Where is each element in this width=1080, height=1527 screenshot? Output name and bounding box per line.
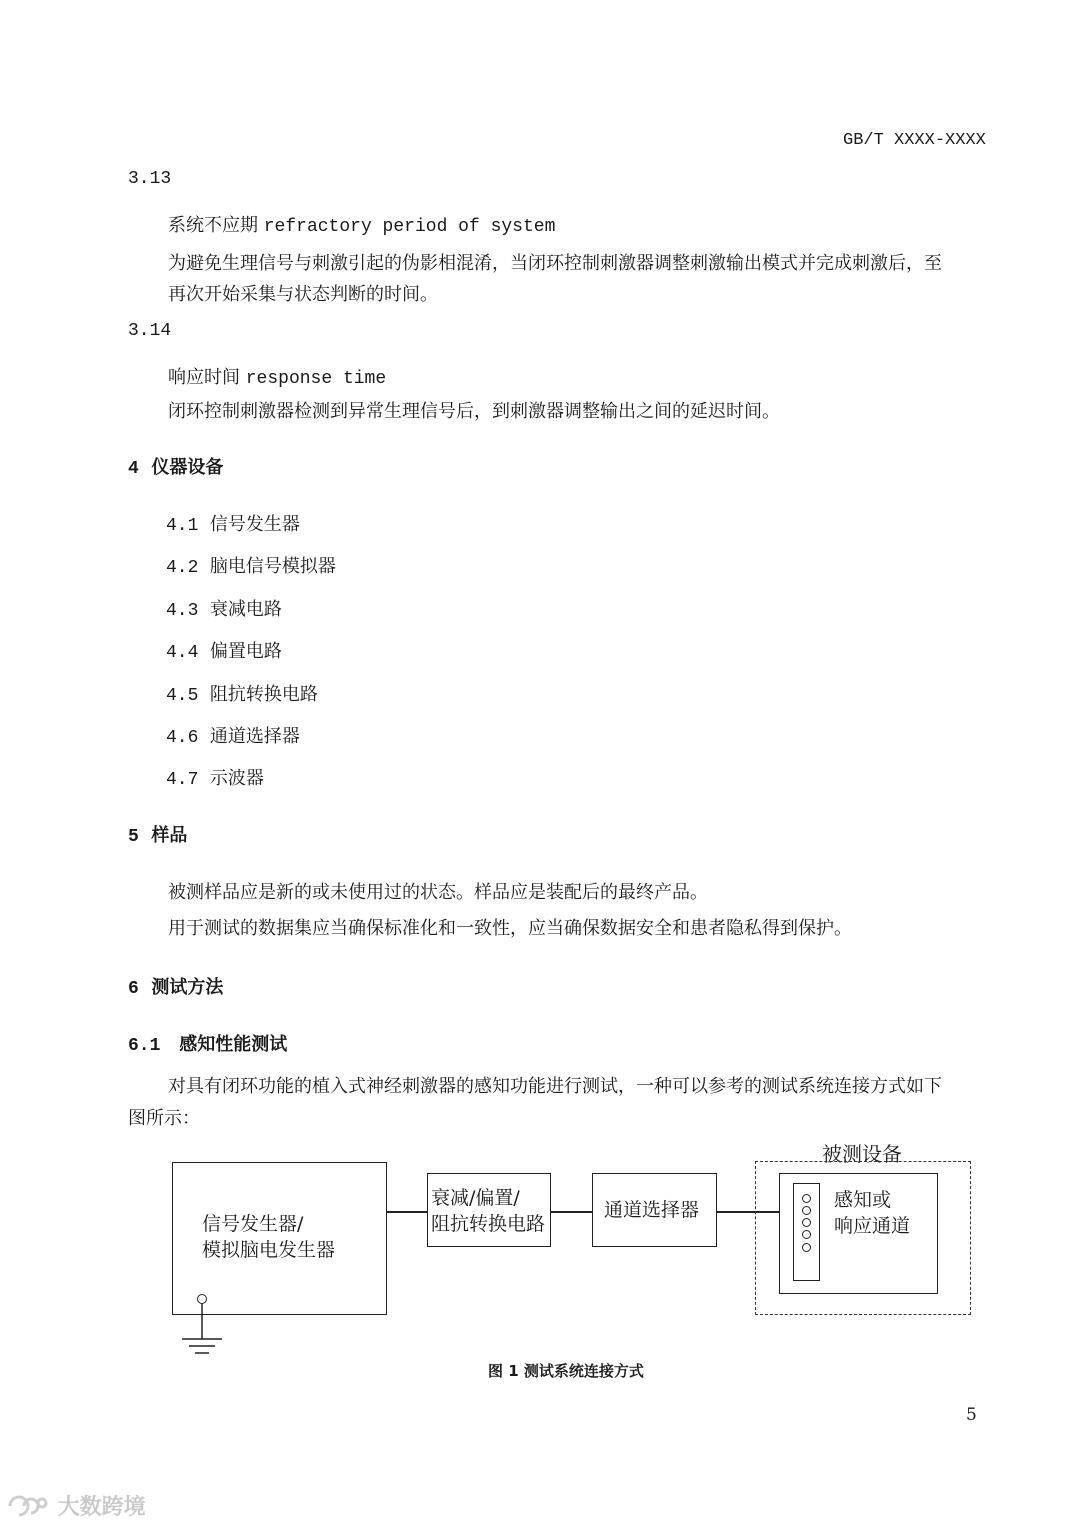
electrode-contact xyxy=(802,1230,811,1239)
connector-line xyxy=(386,1211,428,1213)
list-item xyxy=(166,595,282,621)
clause-number: 3.13 xyxy=(128,169,172,189)
subsection-heading xyxy=(128,1030,287,1056)
item-label: 脑电信号模拟器 xyxy=(209,556,336,577)
section-heading xyxy=(128,821,187,847)
list-item xyxy=(166,680,318,706)
electrode-contact xyxy=(802,1243,811,1252)
section-number: 5 xyxy=(128,827,139,847)
list-item xyxy=(166,552,336,578)
section-title: 仪器设备 xyxy=(151,457,224,478)
list-item xyxy=(166,764,264,790)
item-label: 偏置电路 xyxy=(209,641,282,662)
section-heading xyxy=(128,973,223,999)
paragraph: 用于测试的数据集应当确保标准化和一致性，应当确保数据安全和患者隐私得到保护。 xyxy=(168,918,852,939)
doc-code: GB/T XXXX-XXXX xyxy=(843,131,986,150)
watermark xyxy=(6,1490,146,1521)
section-number: 4 xyxy=(128,459,139,479)
list-item xyxy=(166,722,300,748)
item-label: 信号发生器 xyxy=(209,514,300,535)
item-label: 通道选择器 xyxy=(209,726,300,747)
attenuation-circuit-label: 衰减/偏置/ 阻抗转换电路 xyxy=(431,1187,546,1235)
term-heading xyxy=(168,363,386,389)
watermark-logo-icon xyxy=(6,1493,50,1519)
dut-label: 被测设备 xyxy=(822,1142,902,1166)
item-number: 4.5 xyxy=(166,686,199,706)
paragraph: 被测样品应是新的或未使用过的状态。样品应是装配后的最终产品。 xyxy=(168,882,708,903)
item-number: 4.3 xyxy=(166,601,199,621)
page-number: 5 xyxy=(966,1405,977,1425)
subsection-title: 感知性能测试 xyxy=(179,1034,288,1055)
sensing-channel-label: 感知或 响应通道 xyxy=(834,1189,911,1237)
item-number: 4.4 xyxy=(166,643,199,663)
definition-text: 闭环控制刺激器检测到异常生理信号后，到刺激器调整输出之间的延迟时间。 xyxy=(168,401,780,422)
list-item xyxy=(166,637,282,663)
item-number: 4.6 xyxy=(166,728,199,748)
term-zh: 响应时间 xyxy=(168,367,240,388)
item-number: 4.7 xyxy=(166,770,199,790)
item-label: 衰减电路 xyxy=(209,599,282,620)
item-label: 示波器 xyxy=(209,768,264,789)
section-title: 测试方法 xyxy=(151,977,224,998)
item-number: 4.2 xyxy=(166,558,199,578)
term-heading xyxy=(168,211,555,237)
watermark-text: 大数跨境 xyxy=(57,1495,146,1520)
electrode-contact xyxy=(802,1194,811,1203)
electrode-contact xyxy=(802,1218,811,1227)
section-number: 6 xyxy=(128,979,139,999)
ground-icon xyxy=(180,1303,224,1359)
term-en: refractory period of system xyxy=(263,217,556,237)
definition-text: 为避免生理信号与刺激引起的伪影相混淆，当闭环控制刺激器调整刺激输出模式并完成刺激后，至 xyxy=(168,253,942,274)
term-zh: 系统不应期 xyxy=(168,215,258,236)
paragraph: 图所示： xyxy=(128,1108,200,1129)
channel-selector-label: 通道选择器 xyxy=(604,1199,700,1221)
electrode-contact xyxy=(802,1206,811,1215)
subsection-number: 6.1 xyxy=(128,1036,161,1056)
section-title: 样品 xyxy=(151,825,188,846)
figure-caption: 图 1 测试系统连接方式 xyxy=(488,1362,644,1380)
list-item xyxy=(166,510,300,536)
paragraph: 对具有闭环功能的植入式神经刺激器的感知功能进行测试，一种可以参考的测试系统连接方式如下 xyxy=(168,1076,942,1097)
term-en: response time xyxy=(245,369,387,389)
signal-generator-label: 信号发生器/ 模拟脑电发生器 xyxy=(202,1213,336,1261)
item-number: 4.1 xyxy=(166,516,199,536)
connector-line xyxy=(550,1211,593,1213)
item-label: 阻抗转换电路 xyxy=(209,684,318,705)
section-heading xyxy=(128,453,223,479)
definition-text: 再次开始采集与状态判断的时间。 xyxy=(168,284,438,305)
clause-number: 3.14 xyxy=(128,321,172,341)
